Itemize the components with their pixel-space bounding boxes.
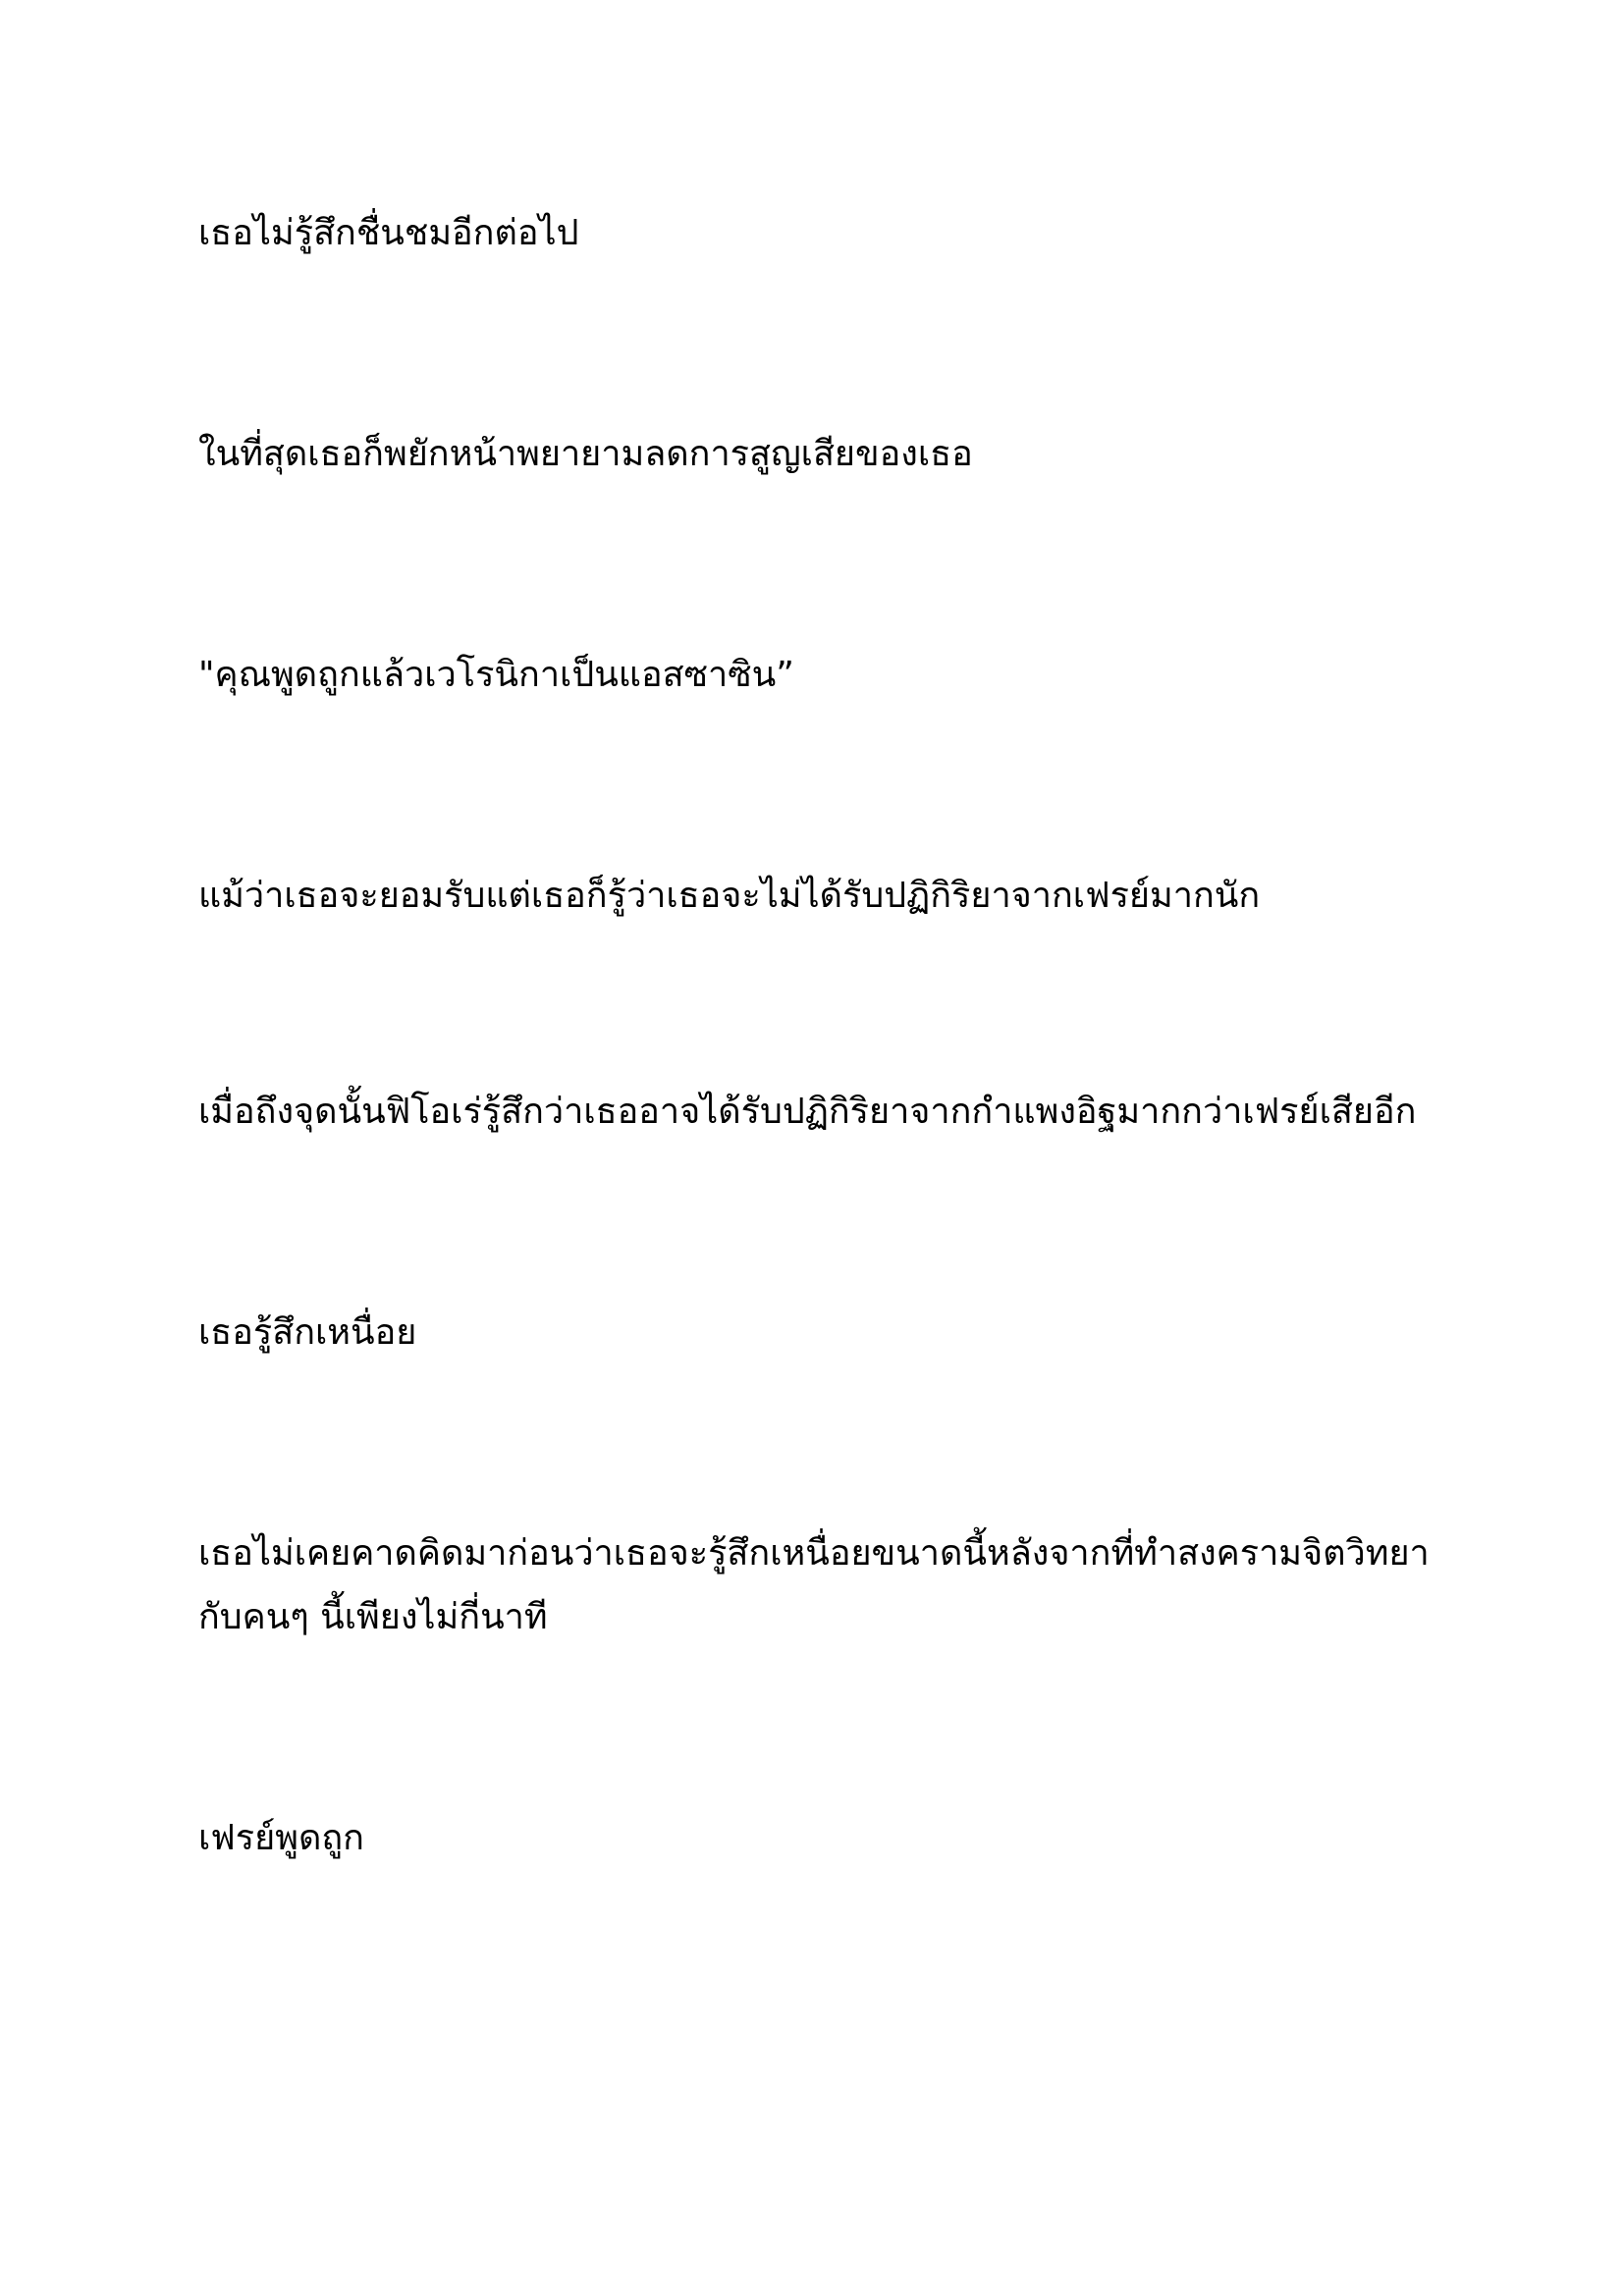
paragraph: แม้ว่าเธอจะยอมรับแต่เธอก็รู้ว่าเธอจะไม่ได้รับปฏิกิริยาจากเฟรย์มากนัก — [198, 876, 1261, 916]
paragraph: ในที่สุดเธอก็พยักหน้าพยายามลดการสูญเสียของเธอ — [198, 434, 973, 474]
paragraph: เมื่อถึงจุดนั้นฟิโอเร่รู้สึกว่าเธออาจได้รับปฏิกิริยาจากกำแพงอิฐมากกว่าเฟรย์เสียอีก — [198, 1092, 1417, 1132]
paragraph-continuation: กับคนๆ นี้เพียงไม่กี่นาที — [198, 1597, 548, 1637]
paragraph: เธอไม่เคยคาดคิดมาก่อนว่าเธอจะรู้สึกเหนื่อยขนาดนี้หลังจากที่ทำสงครามจิตวิทยา — [198, 1533, 1430, 1574]
paragraph: เธอไม่รู้สึกชื่นชมอีกต่อไป — [198, 213, 579, 253]
paragraph: "คุณพูดถูกแล้วเวโรนิกาเป็นแอสซาซิน” — [198, 655, 794, 695]
paragraph: เธอรู้สึกเหนื่อย — [198, 1312, 417, 1353]
paragraph: เฟรย์พูดถูก — [198, 1818, 364, 1858]
